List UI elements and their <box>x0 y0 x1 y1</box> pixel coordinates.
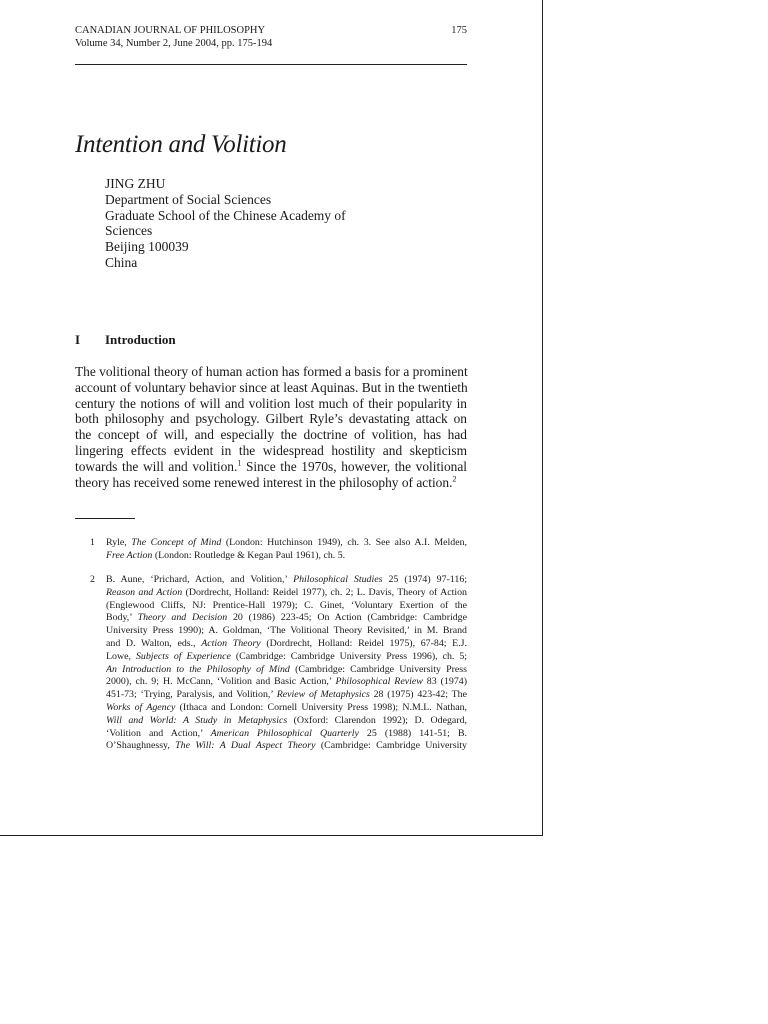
footnote-text-run: 25 (1974) 97-116; <box>382 574 467 585</box>
section-title: Introduction <box>105 332 176 347</box>
footnote-line <box>106 587 467 600</box>
volume-info: Volume 34, Number 2, June 2004, pp. 175-194 <box>75 38 273 49</box>
section-number: I <box>75 332 81 347</box>
citation-title: Will and World: A Study in Metaphysics <box>106 714 288 726</box>
footnote-line <box>106 600 467 613</box>
citation-title: American Philosophical Quarterly <box>210 727 359 739</box>
footnote-line <box>106 702 467 715</box>
footnote-text-run: (Cambridge: Cambridge University Press <box>289 663 467 675</box>
footnote-text-run: (Dordrecht, Holland: Reidel 1977), ch. 2; L. Davis, Theory of Action <box>182 586 467 598</box>
header-rule <box>75 64 467 65</box>
body-line-text: towards the will and volition. <box>75 458 238 474</box>
footnote-text-run: 83 (1974) <box>422 676 467 688</box>
footnote-number: 2 <box>90 574 95 585</box>
footnote-line <box>106 740 467 753</box>
footnote-line <box>106 651 467 664</box>
body-line: The volitional theory of human action has formed a basis for a prominent <box>75 364 468 379</box>
footnote-text <box>106 537 467 563</box>
citation-title: Theory and Decision <box>137 612 228 624</box>
footnote-text-run: B. Aune, ‘Prichard, Action, and Volition,’ <box>106 574 294 585</box>
footnote-text-run: University Press 1990); A. Goldman, ‘The Volitional Theory Revisited,’ in M. Brand <box>106 625 467 637</box>
body-line: account of voluntary behavior since at least Aquinas. But in the twentieth <box>75 379 468 395</box>
affiliation-line: Beijing 100039 <box>105 239 189 255</box>
footnote-line <box>106 574 467 587</box>
running-header <box>75 24 467 50</box>
citation-title: The Concept of Mind <box>131 537 222 548</box>
footnote-text-run: (Englewood Cliffs, NJ: Prentice-Hall 1979); C. Ginet, ‘Voluntary Exertion of the <box>106 599 467 611</box>
body-line-text: theory has received some renewed interest in the philosophy of action. <box>75 474 453 490</box>
citation-title: Free Action <box>106 549 153 561</box>
footnote-line <box>106 625 467 638</box>
footnote-text-run: ‘Volition and Action,’ <box>106 727 211 739</box>
body-line: the concept of will, and especially the doctrine of volition, has had <box>75 427 467 443</box>
body-line: lingering effects evident in the widespread hostility and skepticism <box>75 442 467 458</box>
footnote-text-run: 451-73; ‘Trying, Paralysis, and Volition,’ <box>106 689 277 701</box>
footnote-text-run: Lowe, <box>106 650 136 662</box>
journal-name: CANADIAN JOURNAL OF PHILOSOPHY <box>75 25 266 36</box>
footnote-text-run: (Ithaca and London: Cornell University Press 1998); N.M.L. Nathan, <box>175 701 467 713</box>
author-block <box>105 176 346 271</box>
footnote-line <box>106 638 467 651</box>
citation-title: Review of Metaphysics <box>276 689 370 701</box>
footnote-number: 1 <box>90 537 95 548</box>
footnote-1 <box>90 537 467 563</box>
footnote-text-run: (London: Routledge & Kegan Paul 1961), ch. 5. <box>152 549 346 561</box>
citation-title: Works of Agency <box>106 701 176 713</box>
footnote-text-run: (Dordrecht, Holland: Reidel 1975), 67-84; E.J. <box>260 637 467 649</box>
footnote-text-run: Body,’ <box>106 612 138 624</box>
article-title: Intention and Volition <box>75 131 287 158</box>
affiliation-line: Graduate School of the Chinese Academy of <box>105 207 346 223</box>
footnote-line <box>106 664 467 677</box>
footnote-line <box>106 728 467 741</box>
body-line: century the notions of will and volition lost much of their popularity in <box>75 395 467 411</box>
citation-title: Action Theory <box>201 637 261 649</box>
citation-title: The Will: A Dual Aspect Theory <box>175 740 316 752</box>
footnote-marker[interactable]: 1 <box>237 458 242 468</box>
footnote-text-run: O’Shaughnessy, <box>106 740 176 752</box>
body-line: both philosophy and psychology. Gilbert Ryle’s devastating attack on <box>75 411 467 427</box>
footnote-line <box>106 550 467 563</box>
footnote-text-run: 2000), ch. 9; H. McCann, ‘Volition and Basic Action,’ <box>106 676 336 688</box>
body-line <box>75 475 467 491</box>
section-heading <box>75 332 176 348</box>
footnote-2 <box>90 574 467 753</box>
footnote-text-run: (Cambridge: Cambridge University Press 1996), ch. 5; <box>230 650 467 662</box>
footnote-text-run: (London: Hutchinson 1949), ch. 3. See also A.I. Melden, <box>221 537 467 548</box>
footnote-line <box>106 537 467 550</box>
footnote-text-run: 28 (1975) 423-42; The <box>369 689 467 701</box>
footnote-line <box>106 676 467 689</box>
affiliation-line: Department of Social Sciences <box>105 191 272 207</box>
page-number: 175 <box>451 25 467 36</box>
body-line <box>75 459 467 475</box>
footnote-text-run: Ryle, <box>106 537 132 548</box>
footnote-line <box>106 715 467 728</box>
body-paragraph <box>75 364 467 490</box>
citation-title: Subjects of Experience <box>135 650 231 662</box>
footnote-marker[interactable]: 2 <box>452 474 457 484</box>
footnote-line <box>106 689 467 702</box>
citation-title: An Introduction to the Philosophy of Mind <box>106 663 290 675</box>
citation-title: Philosophical Studies <box>293 574 383 585</box>
citation-title: Reason and Action <box>106 586 183 598</box>
footnote-line <box>106 612 467 625</box>
footnote-text-run: (Oxford: Clarendon 1992); D. Odegard, <box>287 714 467 726</box>
footnote-text-run: (Cambridge: Cambridge University <box>315 740 467 752</box>
footnote-text-run: 20 (1986) 223-45; On Action (Cambridge: Cambridge <box>227 612 467 624</box>
author-name: JING ZHU <box>105 176 166 191</box>
footnote-rule <box>75 518 135 519</box>
affiliation-line: China <box>105 254 138 270</box>
footnote-text-run: 25 (1988) 141-51; B. <box>358 727 467 739</box>
footnote-text <box>106 574 467 753</box>
footnote-text-run: and D. Walton, eds., <box>106 637 202 649</box>
body-line-text: Since the 1970s, however, the volitional <box>241 458 467 474</box>
affiliation-line: Sciences <box>105 223 153 239</box>
citation-title: Philosophical Review <box>335 676 423 688</box>
